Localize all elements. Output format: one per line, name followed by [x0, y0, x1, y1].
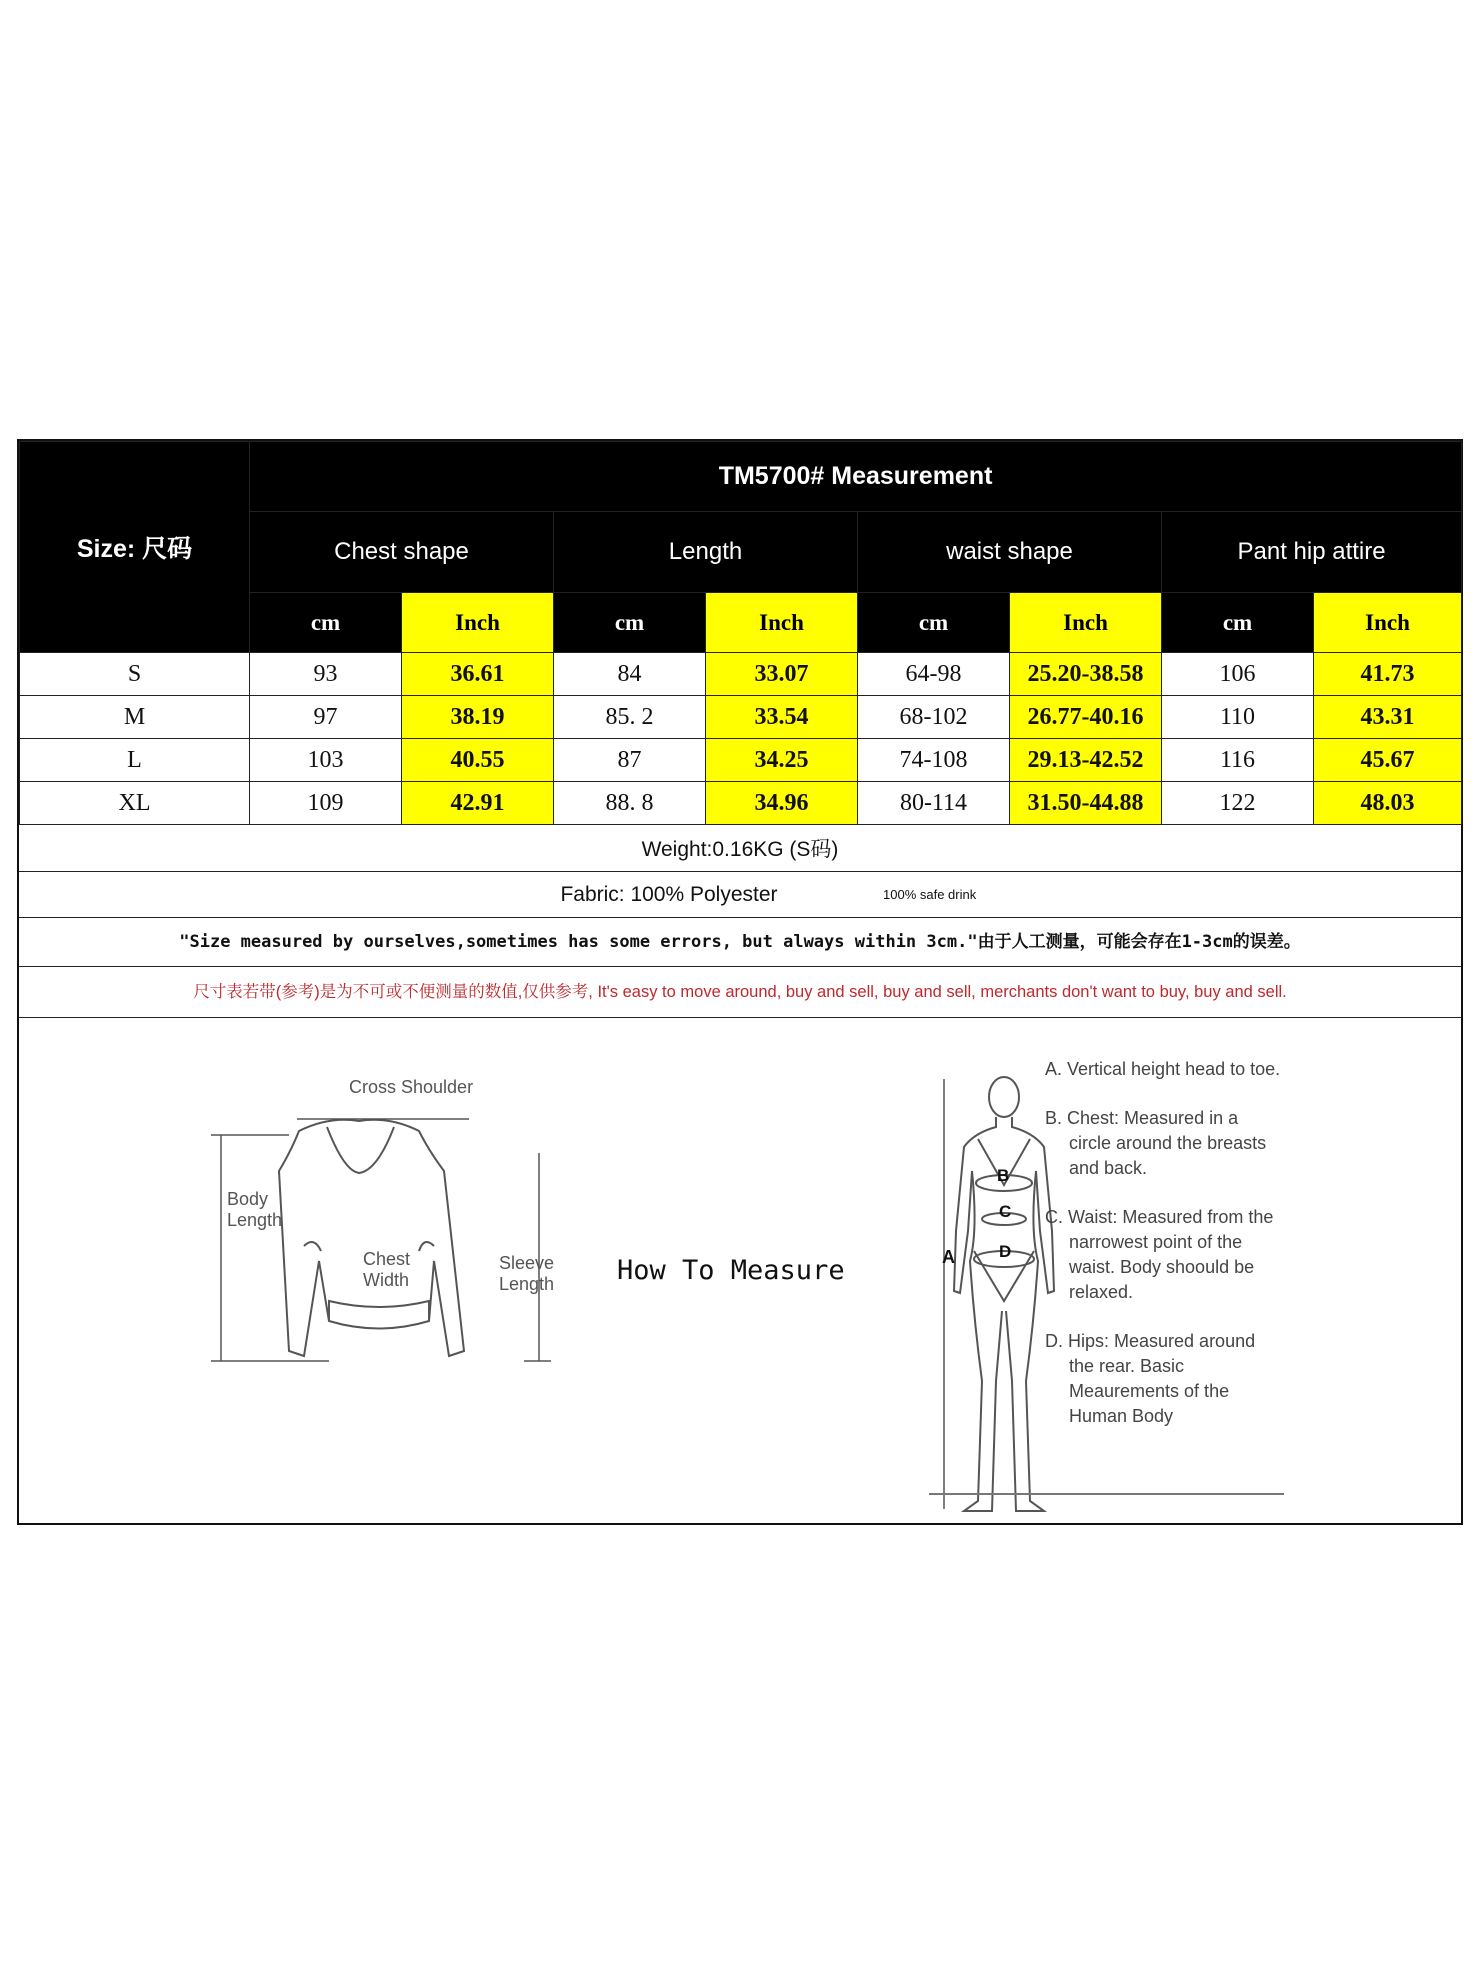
table-cell: 34.96 — [706, 782, 858, 825]
letter-d: D — [999, 1242, 1012, 1261]
safe-drink-text: 100% safe drink — [883, 887, 977, 902]
unit-cm: cm — [858, 593, 1010, 653]
measurement-note: "Size measured by ourselves,sometimes has some errors, but always within 3cm."由于人工测量，可能会存在1-3cm的误差。 — [19, 918, 1461, 967]
unit-cm: cm — [250, 593, 402, 653]
size-cell: XL — [20, 782, 250, 825]
cross-shoulder-label: Cross Shoulder — [349, 1077, 474, 1097]
table-cell: 84 — [554, 653, 706, 696]
group-chest: Chest shape — [250, 512, 554, 593]
unit-inch: Inch — [1010, 593, 1162, 653]
table-cell: 42.91 — [402, 782, 554, 825]
body-baseline — [929, 1493, 1284, 1495]
table-cell: 122 — [1162, 782, 1314, 825]
unit-inch: Inch — [402, 593, 554, 653]
table-cell: 41.73 — [1314, 653, 1462, 696]
table-cell: 25.20-38.58 — [1010, 653, 1162, 696]
table-cell: 87 — [554, 739, 706, 782]
table-title: TM5700# Measurement — [250, 442, 1462, 512]
table-cell: 64-98 — [858, 653, 1010, 696]
table-cell: 110 — [1162, 696, 1314, 739]
table-row — [20, 696, 1462, 739]
letter-a: A — [942, 1247, 955, 1267]
table-cell: 26.77-40.16 — [1010, 696, 1162, 739]
how-to-measure-title: How To Measure — [617, 1255, 845, 1286]
letter-c: C — [999, 1202, 1012, 1221]
table-row — [20, 782, 1462, 825]
unit-inch: Inch — [706, 593, 858, 653]
size-cell: M — [20, 696, 250, 739]
note-b: B. Chest: Measured in a circle around the breasts and back. — [1045, 1108, 1267, 1178]
table-cell: 34.25 — [706, 739, 858, 782]
body-length-label: Body Length — [227, 1189, 283, 1230]
table-cell: 74-108 — [858, 739, 1010, 782]
note-a: A. Vertical height head to toe. — [1045, 1059, 1281, 1079]
unit-inch: Inch — [1314, 593, 1462, 653]
disclaimer-text: 尺寸表若带(参考)是为不可或不便测量的数值,仅供参考, It's easy to move around, buy and sell, buy and sell, merchants don't want to buy, buy and sell. — [19, 967, 1461, 1018]
note-c: C. Waist: Measured from the narrowest point of the waist. Body shoould be relaxed. — [1045, 1207, 1274, 1302]
table-cell: 106 — [1162, 653, 1314, 696]
letter-b: B — [997, 1166, 1010, 1185]
table-cell: 43.31 — [1314, 696, 1462, 739]
table-cell: 40.55 — [402, 739, 554, 782]
table-cell: 88. 8 — [554, 782, 706, 825]
group-waist: waist shape — [858, 512, 1162, 593]
table-cell: 93 — [250, 653, 402, 696]
table-row — [20, 739, 1462, 782]
table-cell: 103 — [250, 739, 402, 782]
table-cell: 85. 2 — [554, 696, 706, 739]
group-length: Length — [554, 512, 858, 593]
weight-info: Weight:0.16KG (S码) — [19, 828, 1461, 872]
table-cell: 68-102 — [858, 696, 1010, 739]
table-cell: 33.07 — [706, 653, 858, 696]
table-cell: 38.19 — [402, 696, 554, 739]
table-cell: 116 — [1162, 739, 1314, 782]
table-row — [20, 653, 1462, 696]
unit-cm: cm — [1162, 593, 1314, 653]
note-d: D. Hips: Measured around the rear. Basic Meaurements of the Human Body — [1045, 1331, 1256, 1426]
table-cell: 29.13-42.52 — [1010, 739, 1162, 782]
body-notes — [1045, 1057, 1285, 1453]
fabric-text: Fabric: 100% Polyester — [560, 883, 778, 906]
chest-width-label: Chest Width — [363, 1249, 411, 1290]
table-cell: 109 — [250, 782, 402, 825]
table-cell: 36.61 — [402, 653, 554, 696]
fabric-info — [19, 872, 1461, 918]
unit-cm: cm — [554, 593, 706, 653]
size-table — [19, 441, 1462, 825]
table-cell: 45.67 — [1314, 739, 1462, 782]
size-cell: S — [20, 653, 250, 696]
table-cell: 97 — [250, 696, 402, 739]
table-cell: 31.50-44.88 — [1010, 782, 1162, 825]
group-hip: Pant hip attire — [1162, 512, 1462, 593]
table-cell: 48.03 — [1314, 782, 1462, 825]
sleeve-length-label: Sleeve Length — [499, 1253, 555, 1294]
size-header: Size: 尺码 — [20, 442, 250, 653]
size-cell: L — [20, 739, 250, 782]
table-cell: 80-114 — [858, 782, 1010, 825]
table-cell: 33.54 — [706, 696, 858, 739]
